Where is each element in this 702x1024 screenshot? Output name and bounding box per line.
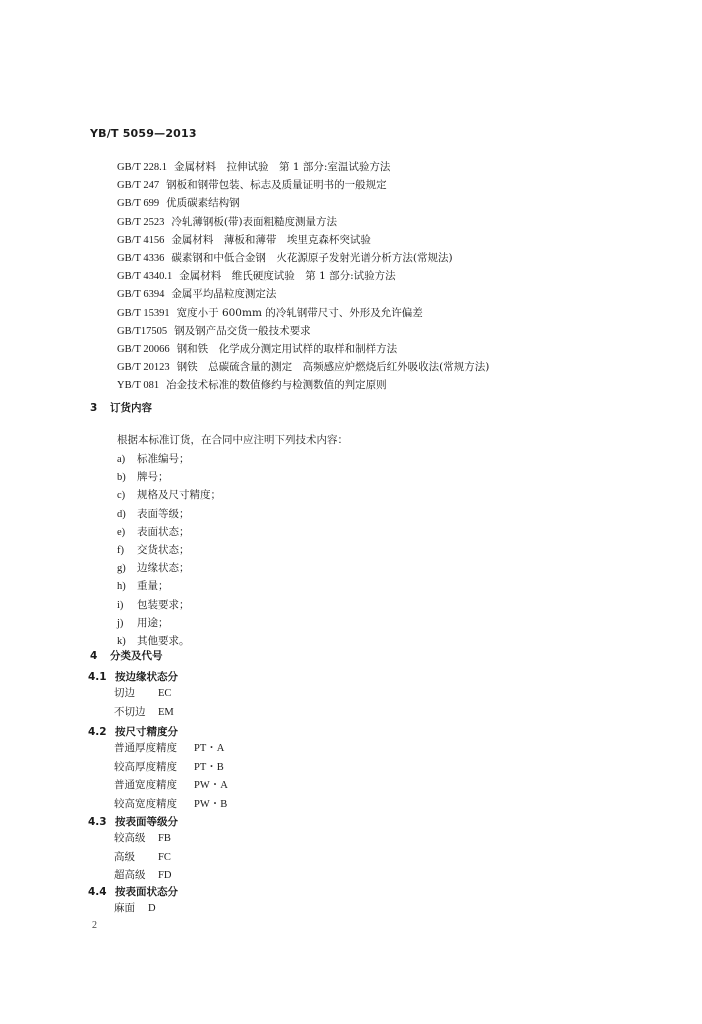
list-item <box>117 450 221 468</box>
subsection-4-3-heading <box>88 814 178 829</box>
list-marker: k) <box>117 635 126 647</box>
code-label: 麻面 <box>114 902 135 914</box>
reference-item <box>117 194 489 212</box>
list-marker: d) <box>117 508 126 520</box>
subsection-4-4-heading <box>88 884 178 899</box>
code-label: 较高级 <box>114 832 146 844</box>
normative-references-list <box>117 158 489 394</box>
code-label: 普通宽度精度 <box>114 779 177 792</box>
code-value: PT・B <box>194 761 224 773</box>
reference-title: 钢和铁 化学成分测定用试样的取样和制样方法 <box>176 342 398 355</box>
subsection-title: 按边缘状态分 <box>115 671 178 683</box>
list-text: 表面状态； <box>137 525 190 538</box>
code-row <box>114 703 174 722</box>
list-marker: c) <box>117 490 126 502</box>
list-marker: e) <box>117 526 126 538</box>
order-content-list <box>117 450 221 650</box>
code-label: 高级 <box>114 850 135 863</box>
page-number: 2 <box>92 920 97 931</box>
reference-code: GB/T 20123 <box>117 362 170 374</box>
reference-title: 金属平均晶粒度测定法 <box>171 288 277 301</box>
list-marker: h) <box>117 581 126 593</box>
subsection-title: 按表面等级分 <box>115 816 178 828</box>
subsection-number: 4.4 <box>88 886 107 898</box>
subsection-number: 4.3 <box>88 816 107 828</box>
code-label: 较高厚度精度 <box>114 760 177 773</box>
code-value: FC <box>158 851 171 863</box>
section-3-heading <box>90 400 152 415</box>
list-marker: b) <box>117 472 126 484</box>
list-text: 用途； <box>137 616 169 629</box>
reference-title: 冶金技术标准的数值修约与检测数值的判定原则 <box>166 379 387 392</box>
reference-title: 金属材料 薄板和薄带 埃里克森杯突试验 <box>171 233 371 246</box>
reference-code: GB/T 4340.1 <box>117 271 173 283</box>
reference-item <box>117 267 489 285</box>
code-label: 切边 <box>114 687 135 699</box>
reference-title: 碳素钢和中低合金钢 火花源原子发射光谱分析方法(常规法) <box>171 251 453 264</box>
code-row <box>114 758 228 777</box>
code-row <box>114 795 228 814</box>
list-item <box>117 614 221 632</box>
reference-item <box>117 213 489 231</box>
reference-title: 金属材料 拉伸试验 第 1 部分:室温试验方法 <box>173 161 391 173</box>
reference-title: 优质碳素结构钢 <box>166 197 240 210</box>
code-row <box>114 739 228 758</box>
section-title: 订货内容 <box>110 402 152 414</box>
reference-item <box>117 231 489 249</box>
list-item <box>117 523 221 541</box>
reference-code: YB/T 081 <box>117 380 160 392</box>
list-item <box>117 486 221 504</box>
list-item <box>117 541 221 559</box>
reference-code: GB/T 15391 <box>117 307 170 319</box>
code-label: 超高级 <box>114 869 146 882</box>
reference-item <box>117 358 489 376</box>
section-number: 3 <box>90 402 98 414</box>
subsection-4-2-heading <box>88 724 178 739</box>
code-label: 普通厚度精度 <box>114 742 177 754</box>
section-title: 分类及代号 <box>110 650 163 662</box>
reference-item <box>117 376 489 394</box>
code-value: PT・A <box>194 743 225 754</box>
subsection-4-1-heading <box>88 669 178 684</box>
reference-code: GB/T 4336 <box>117 252 165 264</box>
dimension-accuracy-codes <box>114 739 228 813</box>
code-row <box>114 776 228 795</box>
reference-code: GB/T 699 <box>117 198 160 210</box>
reference-code: GB/T 228.1 <box>117 162 167 173</box>
standard-number-header: YB/T 5059—2013 <box>90 127 197 140</box>
code-row <box>114 829 171 848</box>
list-text: 包装要求； <box>137 598 190 611</box>
code-row <box>114 899 156 918</box>
surface-state-codes <box>114 899 156 918</box>
list-text: 牌号； <box>137 471 169 484</box>
reference-item <box>117 322 489 340</box>
list-text: 表面等级； <box>137 507 190 520</box>
list-item <box>117 468 221 486</box>
reference-code: GB/T 2523 <box>117 216 165 228</box>
subsection-number: 4.1 <box>88 671 107 683</box>
list-marker: a) <box>117 454 126 465</box>
list-text: 规格及尺寸精度； <box>137 489 221 502</box>
section-number: 4 <box>90 650 98 662</box>
reference-item <box>117 285 489 303</box>
reference-code: GB/T 4156 <box>117 234 165 246</box>
code-value: FD <box>158 870 172 882</box>
list-text: 标准编号； <box>137 453 190 465</box>
subsection-number: 4.2 <box>88 726 107 738</box>
list-marker: j) <box>117 617 124 629</box>
code-value: PW・B <box>194 798 228 810</box>
code-row <box>114 866 171 885</box>
code-value: D <box>148 903 156 914</box>
list-text: 其他要求。 <box>137 634 190 647</box>
list-item <box>117 559 221 577</box>
code-row <box>114 684 174 703</box>
list-marker: i) <box>117 599 124 611</box>
reference-item <box>117 249 489 267</box>
code-value: FB <box>158 833 171 844</box>
section-3-intro: 根据本标准订货，在合同中应注明下列技术内容： <box>117 434 348 446</box>
subsection-title: 按表面状态分 <box>115 886 178 898</box>
list-text: 边缘状态； <box>137 562 190 575</box>
subsection-title: 按尺寸精度分 <box>115 726 178 738</box>
reference-code: GB/T17505 <box>117 325 168 337</box>
reference-title: 冷轧薄钢板(带)表面粗糙度测量方法 <box>171 215 338 228</box>
reference-title: 钢及钢产品交货一般技术要求 <box>174 324 311 337</box>
code-value: EM <box>158 706 174 718</box>
reference-title: 金属材料 维氏硬度试验 第 1 部分:试验方法 <box>179 270 396 283</box>
list-text: 交货状态； <box>137 543 190 556</box>
list-item <box>117 577 221 595</box>
reference-title: 宽度小于 600mm 的冷轧钢带尺寸、外形及允许偏差 <box>176 306 423 319</box>
list-marker: f) <box>117 544 124 556</box>
edge-state-codes <box>114 684 174 721</box>
surface-grade-codes <box>114 829 171 885</box>
list-item <box>117 505 221 523</box>
list-item <box>117 596 221 614</box>
reference-item <box>117 340 489 358</box>
section-4-heading <box>90 648 163 663</box>
reference-code: GB/T 6394 <box>117 289 165 301</box>
code-label: 不切边 <box>114 705 146 718</box>
reference-title: 钢铁 总碳硫含量的测定 高频感应炉燃烧后红外吸收法(常规方法) <box>176 361 490 374</box>
reference-title: 钢板和钢带包装、标志及质量证明书的一般规定 <box>166 179 387 192</box>
reference-code: GB/T 247 <box>117 180 160 192</box>
list-marker: g) <box>117 563 126 575</box>
reference-item <box>117 304 489 322</box>
code-label: 较高宽度精度 <box>114 797 177 810</box>
reference-item <box>117 176 489 194</box>
reference-code: GB/T 20066 <box>117 343 170 355</box>
reference-item <box>117 158 489 176</box>
list-text: 重量； <box>137 580 169 593</box>
code-value: PW・A <box>194 780 228 792</box>
code-value: EC <box>158 688 172 699</box>
code-row <box>114 848 171 867</box>
